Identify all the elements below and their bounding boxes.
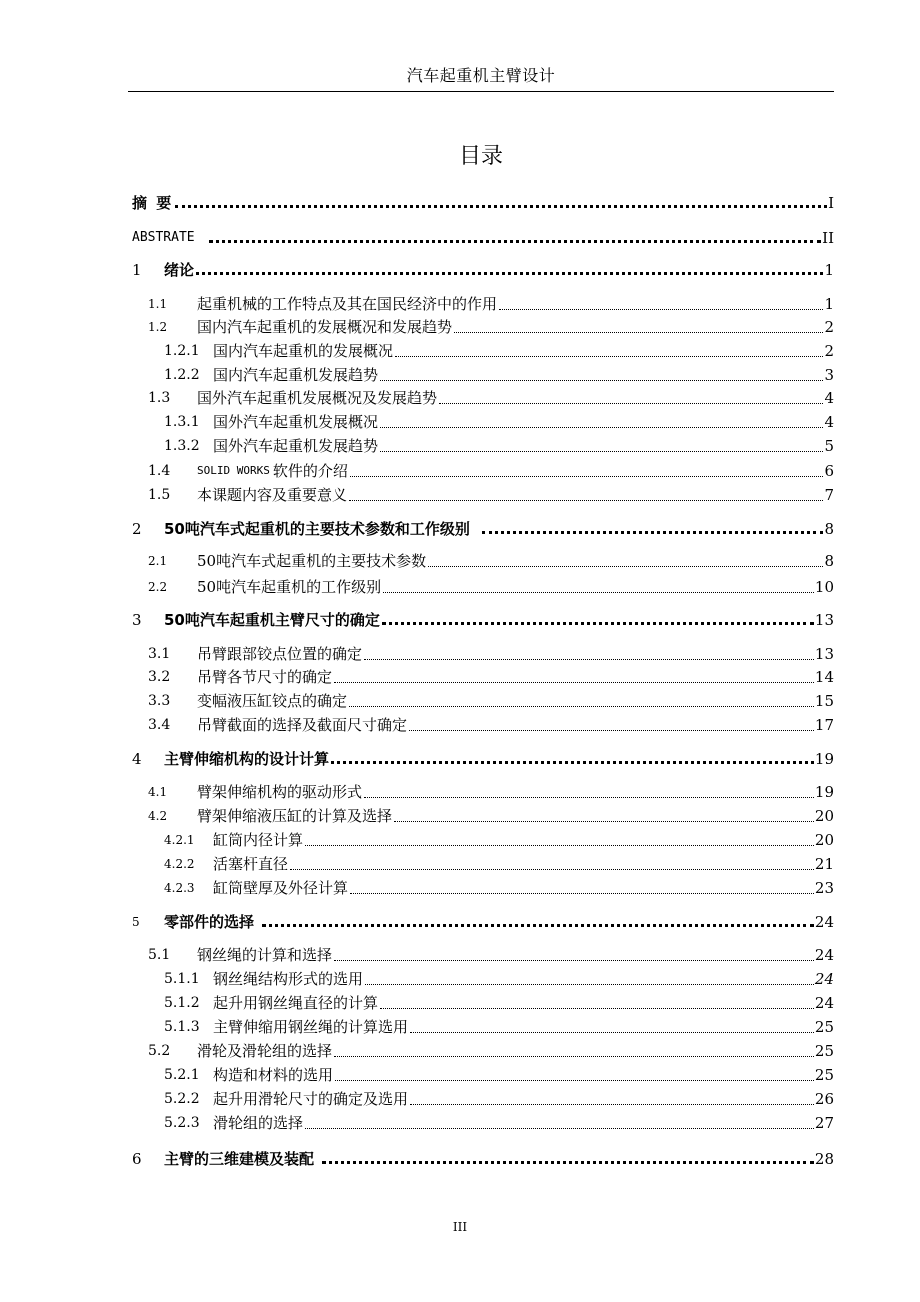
toc-entry-label: 活塞杆直径	[213, 855, 289, 873]
toc-entry-number: 1.3.2	[164, 438, 200, 454]
toc-leader-dots	[262, 924, 814, 927]
toc-entry-chapter-6[interactable]	[132, 1147, 834, 1169]
toc-entry-label: 国内汽车起重机的发展概况	[213, 342, 394, 360]
toc-entry-page: 2	[824, 342, 834, 360]
toc-entry-page: 8	[824, 552, 834, 570]
toc-entry-page: I	[828, 194, 834, 212]
toc-entry-label: 起升用滑轮尺寸的确定及选用	[213, 1090, 409, 1108]
toc-leader-dots	[322, 1161, 814, 1164]
toc-entry-label: 主臂伸缩机构的设计计算	[164, 750, 330, 768]
toc-entry-label: 吊臂截面的选择及截面尺寸确定	[197, 716, 408, 734]
toc-leader-dots	[380, 380, 823, 381]
toc-entry-page: 6	[824, 462, 834, 480]
toc-leader-dots	[454, 332, 823, 333]
toc-entry-label: 滑轮及滑轮组的选择	[197, 1042, 333, 1060]
toc-leader-dots	[365, 984, 814, 985]
toc-entry-page: 25	[814, 1042, 834, 1060]
toc-entry-page: 2	[824, 318, 834, 336]
toc-entry-label: 绪论	[164, 261, 195, 279]
toc-entry-number: 6	[132, 1150, 142, 1168]
toc-entry-section-4-1[interactable]	[148, 780, 834, 802]
toc-entry-page: 25	[814, 1018, 834, 1036]
toc-entry-page: 24	[814, 994, 834, 1012]
toc-entry-subsection-5-2-3[interactable]	[164, 1111, 834, 1133]
toc-entry-section-3-4[interactable]	[148, 713, 834, 735]
toc-entry-subsection-5-2-1[interactable]	[164, 1063, 834, 1085]
toc-entry-label: 主臂伸缩用钢丝绳的计算选用	[213, 1018, 409, 1036]
toc-leader-dots	[410, 1032, 814, 1033]
toc-entry-abstract-en[interactable]	[132, 226, 834, 248]
toc-entry-number: 3.3	[148, 693, 171, 709]
toc-entry-label: 起重机械的工作特点及其在国民经济中的作用	[197, 295, 498, 313]
toc-entry-number: 1.2	[148, 320, 168, 334]
toc-entry-number: 1.1	[148, 297, 168, 311]
toc-entry-section-5-2[interactable]	[148, 1039, 834, 1061]
toc-leader-dots	[335, 1080, 814, 1081]
toc-entry-label: 臂架伸缩液压缸的计算及选择	[197, 807, 393, 825]
toc-entry-section-5-1[interactable]	[148, 943, 834, 965]
toc-entry-number: 5	[132, 915, 140, 929]
toc-entry-number: 1	[132, 261, 142, 279]
toc-leader-dots	[331, 761, 814, 764]
toc-leader-dots	[394, 821, 814, 822]
toc-entry-section-1-2[interactable]	[148, 315, 834, 337]
toc-entry-label: 滑轮组的选择	[213, 1114, 304, 1132]
toc-entry-label: 零部件的选择	[164, 913, 255, 931]
toc-entry-label: 软件的介绍	[272, 462, 348, 480]
toc-entry-section-1-3[interactable]	[148, 386, 834, 408]
toc-entry-page: 24	[814, 913, 834, 931]
toc-entry-number: 5.2	[148, 1043, 171, 1059]
toc-entry-abstract-cn[interactable]	[132, 191, 834, 213]
toc-entry-number: 5.2.1	[164, 1067, 200, 1083]
toc-entry-number: 2.2	[148, 580, 168, 594]
toc-leader-dots	[428, 566, 823, 567]
toc-entry-number: 5.2.3	[164, 1115, 200, 1131]
toc-entry-chapter-1[interactable]	[132, 258, 834, 280]
toc-entry-page: 1	[824, 261, 834, 279]
toc-leader-dots	[439, 403, 823, 404]
toc-entry-label: 本课题内容及重要意义	[197, 486, 348, 504]
toc-entry-page: 24	[814, 946, 834, 964]
toc-entry-section-1-1[interactable]	[148, 292, 834, 314]
toc-entry-subsection-4-2-1[interactable]	[164, 828, 834, 850]
toc-entry-label: 缸筒壁厚及外径计算	[213, 879, 349, 897]
toc-entry-label: 摘 要	[132, 194, 174, 212]
toc-entry-label: 吊臂各节尺寸的确定	[197, 668, 333, 686]
toc-entry-subsection-1-3-1[interactable]	[164, 410, 834, 432]
toc-entry-section-3-2[interactable]	[148, 665, 834, 687]
toc-entry-number: 3.1	[148, 646, 171, 662]
toc-entry-number: 1.3	[148, 390, 171, 406]
toc-leader-dots	[382, 622, 814, 625]
toc-entry-page: 21	[814, 855, 834, 873]
toc-entry-number: 3.4	[148, 717, 171, 733]
toc-leader-dots	[482, 531, 824, 534]
toc-entry-label: ABSTRATE	[132, 230, 195, 245]
toc-entry-page: 19	[814, 750, 834, 768]
toc-entry-subsection-4-2-2[interactable]	[164, 852, 834, 874]
toc-entry-label: 国外汽车起重机发展概况	[213, 413, 379, 431]
toc-entry-label: 主臂的三维建模及装配	[164, 1150, 315, 1168]
toc-entry-page: 13	[814, 645, 834, 663]
toc-entry-label: 50吨汽车起重机主臂尺寸的确定	[164, 611, 380, 629]
toc-leader-dots	[175, 205, 827, 208]
page-number: III	[452, 1220, 468, 1234]
toc-entry-label: 50吨汽车起重机的工作级别	[197, 578, 382, 596]
toc-entry-subsection-4-2-3[interactable]	[164, 876, 834, 898]
toc-entry-subsection-5-1-2[interactable]	[164, 991, 834, 1013]
toc-entry-chapter-2[interactable]	[132, 517, 834, 539]
toc-leader-dots	[410, 1104, 814, 1105]
toc-entry-chapter-4[interactable]	[132, 747, 834, 769]
toc-leader-dots	[380, 1008, 814, 1009]
toc-leader-dots	[383, 592, 814, 593]
toc-entry-subsection-1-3-2[interactable]	[164, 434, 834, 456]
toc-entry-page: 13	[814, 611, 834, 629]
toc-entry-number: 1.3.1	[164, 414, 200, 430]
toc-leader-dots	[499, 309, 823, 310]
toc-entry-number: 1.4	[148, 463, 171, 479]
toc-entry-page: 4	[824, 413, 834, 431]
toc-leader-dots	[395, 356, 823, 357]
page-header-title: 汽车起重机主臂设计	[406, 66, 556, 85]
toc-entry-page: 20	[814, 807, 834, 825]
toc-entry-label: 吊臂跟部铰点位置的确定	[197, 645, 363, 663]
toc-entry-label: 国内汽车起重机的发展概况和发展趋势	[197, 318, 453, 336]
toc-entry-number: 5.1.3	[164, 1019, 200, 1035]
toc-leader-dots	[196, 272, 823, 275]
toc-entry-page: 1	[824, 295, 834, 313]
toc-entry-label: 50吨汽车式起重机的主要技术参数	[197, 552, 427, 570]
toc-entry-section-4-2[interactable]	[148, 804, 834, 826]
toc-leader-dots	[334, 682, 814, 683]
toc-entry-page: 26	[814, 1090, 834, 1108]
toc-entry-label: 变幅液压缸铰点的确定	[197, 692, 348, 710]
toc-entry-label: 国外汽车起重机发展概况及发展趋势	[197, 389, 438, 407]
toc-entry-number: 1.2.2	[164, 367, 200, 383]
toc-entry-label: 钢丝绳结构形式的选用	[213, 970, 364, 988]
toc-leader-dots	[305, 1128, 814, 1129]
toc-leader-dots	[364, 797, 814, 798]
toc-entry-page: 25	[814, 1066, 834, 1084]
toc-entry-chapter-3[interactable]	[132, 608, 834, 630]
toc-leader-dots	[380, 427, 823, 428]
toc-entry-number: 4.2.3	[164, 881, 195, 895]
toc-entry-label: 臂架伸缩机构的驱动形式	[197, 783, 363, 801]
toc-leader-dots	[305, 845, 814, 846]
toc-leader-dots	[349, 500, 823, 501]
toc-entry-page: 5	[824, 437, 834, 455]
toc-entry-page: 17	[814, 716, 834, 734]
toc-entry-number: 2	[132, 520, 142, 538]
toc-entry-section-1-5[interactable]	[148, 483, 834, 505]
toc-entry-page: 14	[814, 668, 834, 686]
toc-entry-subsection-5-1-3[interactable]	[164, 1015, 834, 1037]
toc-leader-dots	[350, 476, 824, 477]
toc-entry-number: 4.2.1	[164, 833, 195, 847]
toc-entry-page: II	[822, 229, 834, 247]
toc-entry-page: 28	[814, 1150, 834, 1168]
toc-leader-dots	[290, 869, 814, 870]
toc-entry-number: 3	[132, 611, 142, 629]
toc-entry-section-2-2[interactable]	[148, 575, 834, 597]
toc-leader-dots	[334, 960, 814, 961]
toc-entry-section-3-1[interactable]	[148, 642, 834, 664]
toc-entry-page: 3	[824, 366, 834, 384]
toc-leader-dots	[334, 1056, 814, 1057]
toc-entry-subsection-1-2-2[interactable]	[164, 363, 834, 385]
toc-leader-dots	[364, 659, 814, 660]
toc-leader-dots	[409, 730, 814, 731]
toc-entry-label: 构造和材料的选用	[213, 1066, 334, 1084]
toc-entry-subsection-5-2-2[interactable]	[164, 1087, 834, 1109]
toc-entry-label: 缸筒内径计算	[213, 831, 304, 849]
toc-entry-subsection-5-1-1[interactable]	[164, 967, 834, 989]
toc-entry-label: 国外汽车起重机发展趋势	[213, 437, 379, 455]
toc-entry-page: 4	[824, 389, 834, 407]
toc-entry-page: 8	[824, 520, 834, 538]
toc-leader-dots	[349, 706, 814, 707]
toc-entry-number: 5.1.1	[164, 971, 200, 987]
toc-entry-label: 起升用钢丝绳直径的计算	[213, 994, 379, 1012]
toc-leader-dots	[350, 893, 814, 894]
toc-entry-label: 国内汽车起重机发展趋势	[213, 366, 379, 384]
toc-entry-number: 3.2	[148, 669, 171, 685]
toc-leader-dots	[209, 240, 822, 243]
toc-entry-label: 钢丝绳的计算和选择	[197, 946, 333, 964]
toc-entry-chapter-5[interactable]	[132, 910, 834, 932]
toc-entry-page: 20	[814, 831, 834, 849]
toc-entry-label: 50吨汽车式起重机的主要技术参数和工作级别	[164, 520, 470, 538]
toc-entry-page: 19	[814, 783, 834, 801]
toc-entry-page: 7	[824, 486, 834, 504]
toc-entry-number: 4	[132, 750, 142, 768]
toc-entry-number: 4.2.2	[164, 857, 195, 871]
toc-entry-section-3-3[interactable]	[148, 689, 834, 711]
toc-title: 目录	[458, 144, 503, 169]
toc-entry-page: 15	[814, 692, 834, 710]
toc-entry-number: 2.1	[148, 554, 168, 568]
toc-entry-page: 24	[814, 970, 834, 988]
toc-entry-page: 23	[814, 879, 834, 897]
toc-entry-number: 1.5	[148, 487, 171, 503]
toc-entry-number: 5.1.2	[164, 995, 200, 1011]
toc-entry-section-2-1[interactable]	[148, 549, 834, 571]
toc-entry-number: 1.2.1	[164, 343, 200, 359]
toc-entry-number: 4.2	[148, 809, 168, 823]
toc-entry-page: 27	[814, 1114, 834, 1132]
toc-entry-section-1-4[interactable]	[148, 459, 834, 481]
toc-entry-number: 5.1	[148, 947, 171, 963]
toc-entry-subsection-1-2-1[interactable]	[164, 339, 834, 361]
toc-entry-number: 4.1	[148, 785, 168, 799]
toc-entry-page: 10	[814, 578, 834, 596]
toc-entry-number: 5.2.2	[164, 1091, 200, 1107]
toc-leader-dots	[380, 451, 823, 452]
toc-entry-label-prefix: SOLID WORKS	[197, 464, 270, 477]
